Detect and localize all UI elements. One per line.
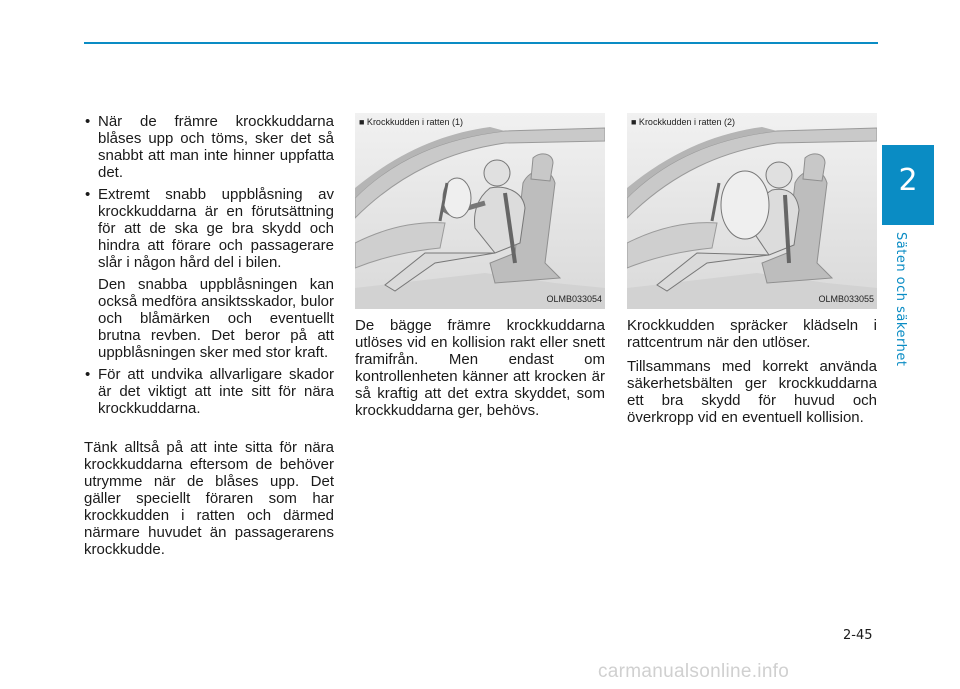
figure-code: OLMB033055 — [818, 294, 874, 304]
body-paragraph: Krockkudden spräcker klädseln i rattcentrum när den utlöser. — [627, 317, 877, 351]
bullet-item — [84, 186, 334, 361]
column-middle — [355, 113, 605, 426]
bullet-dot-icon: • — [85, 366, 91, 383]
bullet-text: För att undvika allvarligare skador är det viktigt att inte sitt för nära krockkuddarna. — [98, 366, 334, 417]
body-paragraph: Tänk alltså på att inte sitta för nära krockkuddarna eftersom de behöver utrymme när de blåses upp. Det gäller speciellt föraren som har krockkudden i ratten och därmed närmare huvudet än passagerarens krockkudde. — [84, 439, 334, 558]
bullet-dot-icon: • — [85, 113, 91, 130]
airbag-illustration-1 — [355, 113, 605, 309]
airbag-figure-1 — [355, 113, 605, 309]
bullet-subparagraph: Den snabba uppblåsningen kan också medföra ansiktsskador, bulor och blåmärken och eventuellt brutna revben. Det beror på att uppblåsningen sker med stor kraft. — [98, 276, 334, 361]
bullet-list — [84, 113, 334, 417]
column-left — [84, 113, 334, 565]
top-rule — [84, 42, 878, 44]
bullet-dot-icon: • — [85, 186, 91, 203]
bullet-text: Extremt snabb uppblåsning av krockkuddarna är en förutsättning för att de ska ge bra skydd och hindra att förare och passagerare slår i någon hård del i bilen. — [98, 186, 334, 271]
figure-caption: ■ Krockkudden i ratten (2) — [631, 117, 735, 127]
body-paragraph: De bägge främre krockkuddarna utlöses vid en kollision rakt eller snett framifrån. Men endast om kontrollenheten känner att krocken är så kraftig att det extra skyddet, som krockkuddarna ger, behövs. — [355, 317, 605, 419]
airbag-figure-2 — [627, 113, 877, 309]
bullet-item — [84, 113, 334, 181]
airbag-illustration-2 — [627, 113, 877, 309]
bullet-text: När de främre krockkuddarna blåses upp och töms, sker det så snabbt att man inte hinner uppfatta det. — [98, 113, 334, 181]
body-paragraph: Tillsammans med korrekt använda säkerhetsbälten ger krockkuddarna ett bra skydd för huvud och överkropp vid en eventuell kollision. — [627, 358, 877, 426]
figure-code: OLMB033054 — [546, 294, 602, 304]
figure-caption: ■ Krockkudden i ratten (1) — [359, 117, 463, 127]
page-number: 2-45 — [843, 628, 873, 643]
chapter-number: 2 — [898, 163, 918, 198]
watermark: carmanualsonline.info — [598, 661, 790, 682]
bullet-item — [84, 366, 334, 417]
chapter-title: Säten och säkerhet — [893, 232, 908, 367]
column-right — [627, 113, 877, 433]
chapter-tab — [882, 145, 934, 225]
